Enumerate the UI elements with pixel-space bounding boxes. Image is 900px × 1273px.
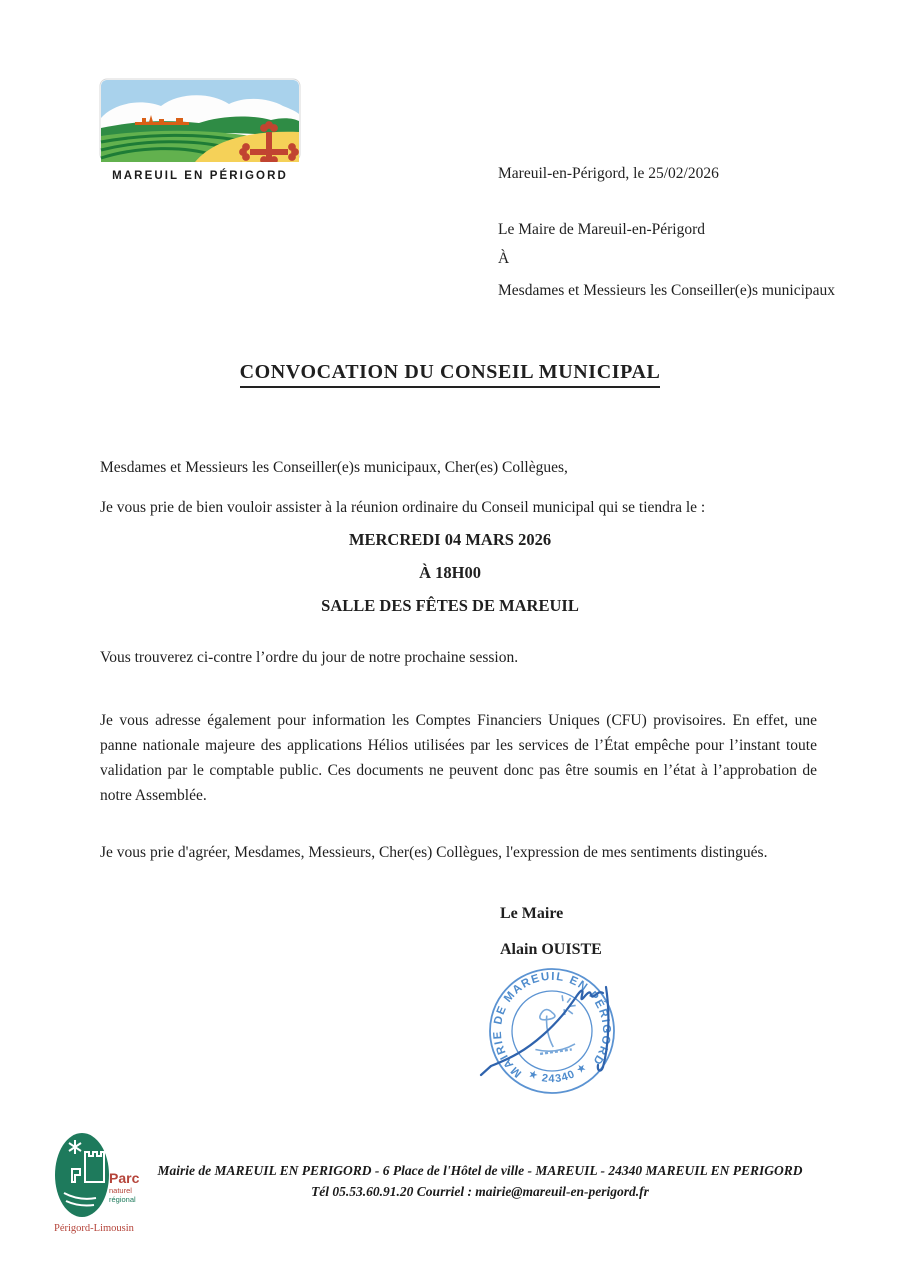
cfu-paragraph: Je vous adresse également pour information les Comptes Financiers Uniques (CFU) provisoires. En effet, une panne nationale majeure des applications Hélios utilisées par les services de l’État empêche pour l’instant toute validation par le comptable public. Ces documents ne peuvent donc pas être soumis en l’état à l’approbation de notre Assemblée. (100, 712, 817, 804)
closing-paragraph: Je vous prie d'agréer, Mesdames, Messieurs, Cher(es) Collègues, l'expression de mes sentiments distingués. (100, 844, 768, 861)
recipient-prefix: À (498, 250, 510, 267)
parc-name: Parc (109, 1170, 140, 1186)
signature-name: Alain OUISTE (500, 941, 602, 958)
meeting-date: MERCREDI 04 MARS 2026 (348, 530, 552, 549)
order-paragraph: Vous trouverez ci-contre l’ordre du jour de notre prochaine session. (100, 649, 519, 666)
parc-word-regional: régional (109, 1195, 136, 1204)
footer-contact: Tél 05.53.60.91.20 Courriel : mairie@mareuil-en-perigord.fr (311, 1184, 649, 1199)
recipient-line: Mesdames et Messieurs les Conseiller(e)s municipaux (498, 282, 836, 299)
official-stamp (467, 955, 637, 1105)
signature-role: Le Maire (500, 905, 564, 922)
title-row (0, 361, 900, 388)
sender-line: Le Maire de Mareuil-en-Périgord (498, 221, 706, 238)
stamp-ring-text: MAIRIE DE MAREUIL EN PÉRIGORD (491, 970, 613, 1080)
parc-word-naturel: naturel (109, 1186, 132, 1195)
svg-text:MAIRIE DE MAREUIL EN PÉRIGORD (484, 963, 618, 1082)
salutation: Mesdames et Messieurs les Conseiller(e)s municipaux, Cher(es) Collègues, (100, 459, 568, 476)
stamp-postal-code: ★ 24340 ★ (526, 1060, 591, 1086)
meeting-place: SALLE DES FÊTES DE MAREUIL (321, 596, 579, 615)
meeting-block (0, 530, 900, 629)
parc-region-name: Périgord-Limousin (54, 1223, 134, 1234)
dateline: Mareuil-en-Périgord, le 25/02/2026 (498, 165, 719, 182)
footer (100, 1160, 860, 1202)
logo-caption: MAREUIL EN PÉRIGORD (112, 170, 288, 182)
meeting-time: À 18H00 (419, 563, 481, 582)
footer-address: Mairie de MAREUIL EN PERIGORD - 6 Place de l'Hôtel de ville - MAREUIL - 24340 MAREUIL EN PERIGORD (157, 1163, 803, 1178)
letterhead-logo (99, 78, 301, 182)
page-title: CONVOCATION DU CONSEIL MUNICIPAL (240, 361, 661, 388)
letter-meta (498, 164, 888, 301)
intro-paragraph: Je vous prie de bien vouloir assister à la réunion ordinaire du Conseil municipal qui se tiendra le : (100, 499, 706, 516)
landscape-logo-graphic (99, 78, 301, 162)
round-stamp-graphic (467, 955, 637, 1105)
